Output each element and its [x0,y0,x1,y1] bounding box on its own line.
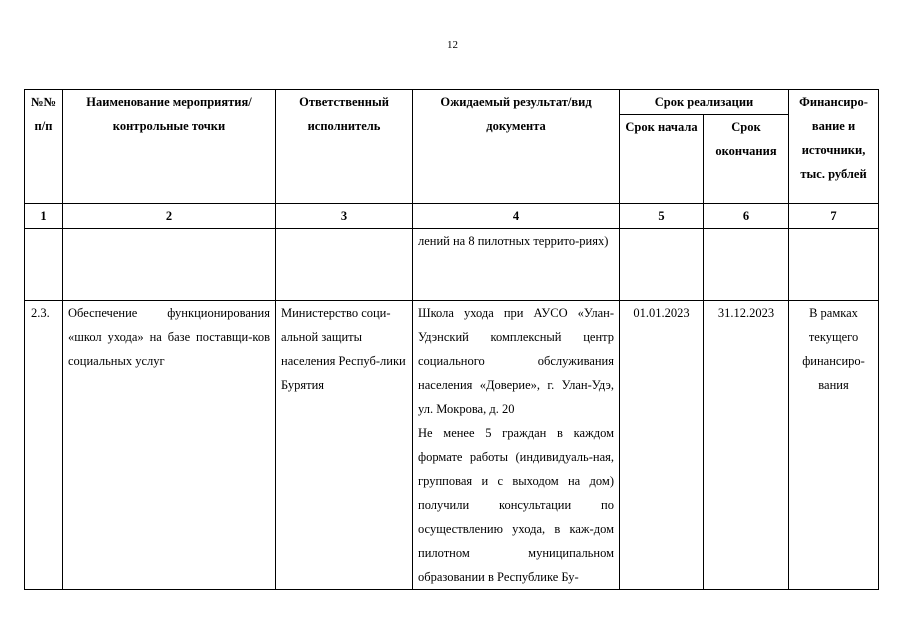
header-result: Ожидаемый результат/вид документа [413,90,620,204]
column-number: 3 [276,204,413,229]
header-name: Наименование мероприятия/ контрольные точки [63,90,276,204]
column-number: 1 [25,204,63,229]
column-number-row [25,204,879,229]
cell-empty [704,229,789,301]
cell-empty [276,229,413,301]
start-date-cell: 01.01.2023 [620,301,704,590]
continuation-row [25,229,879,301]
result-text-consultations: Не менее 5 граждан в каждом формате работы (индивидуаль-ная, групповая и с выходом на дом) получили консультации по осуществлению ухода, в каж-дом пилотном муниципальном образовании в Республике Бу- [418,426,614,584]
column-number: 6 [704,204,789,229]
activity-name-cell: Обеспечение функционирования «школ ухода» на базе поставщи-ков социальных услуг [63,301,276,590]
header-period: Срок реализации [620,90,789,115]
header-finance: Финансиро-вание и источники, тыс. рублей [789,90,879,204]
header-end: Срок окончания [704,115,789,204]
end-date-cell: 31.12.2023 [704,301,789,590]
result-text-school: Школа ухода при АУСО «Улан-Удэнский комплексный центр социального обслуживания населения «Доверие», г. Улан-Удэ, ул. Мокрова, д. 20 [418,306,614,416]
table-row [25,301,879,590]
header-start: Срок начала [620,115,704,204]
responsible-cell: Министерство соци-альной защиты населения Респуб-лики Бурятия [276,301,413,590]
cell-empty [620,229,704,301]
header-row-1 [25,90,879,115]
column-number: 4 [413,204,620,229]
cell-empty [789,229,879,301]
header-responsible: Ответственный исполнитель [276,90,413,204]
column-number: 7 [789,204,879,229]
row-number-cell: 2.3. [25,301,63,590]
page-number: 12 [447,39,458,51]
column-number: 2 [63,204,276,229]
header-num: №№ п/п [25,90,63,204]
cell-empty [25,229,63,301]
cell-empty [63,229,276,301]
continuation-result-cell: лений на 8 пилотных террито-риях) [413,229,620,301]
column-number: 5 [620,204,704,229]
plan-table [24,89,879,590]
result-cell [413,301,620,590]
finance-cell: В рамках текущего финансиро-вания [789,301,879,590]
